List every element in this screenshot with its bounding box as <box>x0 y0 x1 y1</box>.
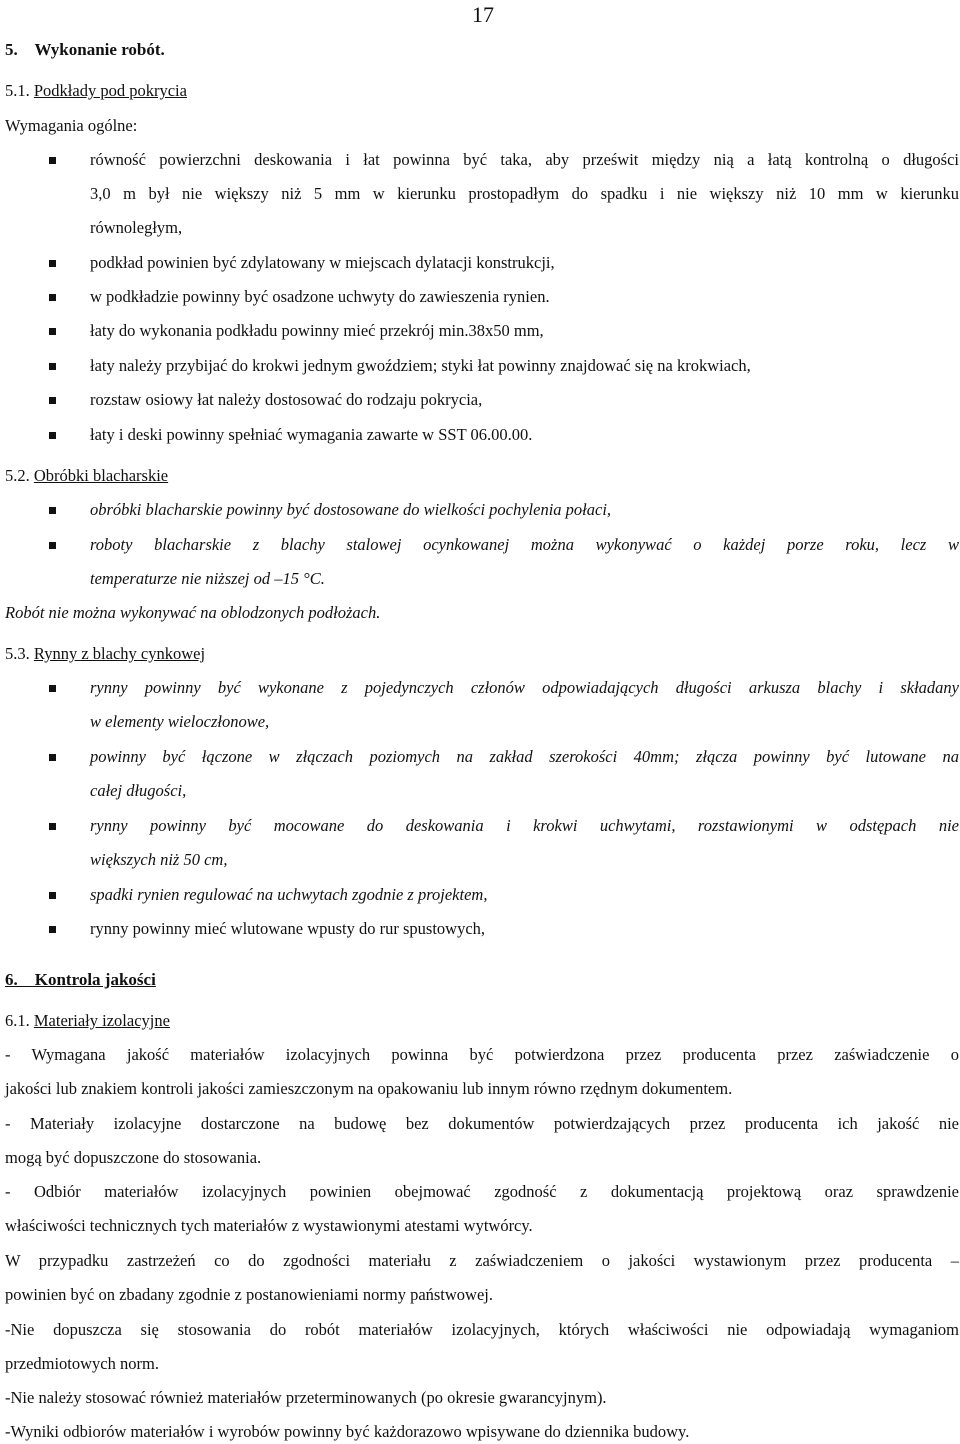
list-item-line: równoległym, <box>90 218 183 237</box>
section-5-2-note: Robót nie można wykonywać na oblodzonych podłożach. <box>5 603 381 622</box>
bullet-icon <box>49 328 56 335</box>
list-item-line: spadki rynien regulować na uchwytach zgodnie z projektem, <box>90 885 488 904</box>
section-title: Podkłady pod pokrycia <box>33 81 187 100</box>
section-title: Materiały izolacyjne <box>33 1011 170 1030</box>
list-item-line: łaty i deski powinny spełniać wymagania zawarte w SST 06.00.00. <box>90 425 533 444</box>
list-item-line: łaty należy przybijać do krokwi jednym gwoździem; styki łat powinny znajdować się na krokwiach, <box>90 356 751 375</box>
section-6-heading: 6. Kontrola jakości <box>5 970 156 989</box>
section-number: 5.1. <box>5 81 34 100</box>
list-item-line: w elementy wieloczłonowe, <box>90 712 270 731</box>
paragraph-line: - Wymagana jakość materiałów izolacyjnych powinna być potwierdzona przez producenta przez zaświadczenie o <box>5 1045 959 1064</box>
list-item-line: rynny powinny być wykonane z pojedynczych członów odpowiadających długości arkusza blachy i składany <box>90 678 959 697</box>
section-number: 6.1. <box>5 1011 34 1030</box>
list-item-line: podkład powinien być zdylatowany w miejscach dylatacji konstrukcji, <box>90 253 555 272</box>
paragraph-line: przedmiotowych norm. <box>5 1354 159 1373</box>
section-6-1-heading <box>5 1011 170 1031</box>
section-number: 5.3. <box>5 644 34 663</box>
list-item-line: w podkładzie powinny być osadzone uchwyty do zawieszenia rynien. <box>90 287 550 306</box>
paragraph-line: -Nie należy stosować również materiałów przeterminowanych (po okresie gwarancyjnym). <box>5 1388 607 1407</box>
bullet-icon <box>49 685 56 692</box>
bullet-icon <box>49 926 56 933</box>
list-item-line: roboty blacharskie z blachy stalowej ocynkowanej można wykonywać o każdej porze roku, lecz w <box>90 535 959 554</box>
bullet-icon <box>49 363 56 370</box>
list-item-line: temperaturze nie niższej od –15 °C. <box>90 569 325 588</box>
paragraph-line: W przypadku zastrzeżeń co do zgodności materiału z zaświadczeniem o jakości wystawionym przez producenta – <box>5 1251 959 1270</box>
bullet-icon <box>49 432 56 439</box>
section-5-1-heading <box>5 81 187 101</box>
bullet-icon <box>49 397 56 404</box>
bullet-icon <box>49 542 56 549</box>
list-item-line: łaty do wykonania podkładu powinny mieć przekrój min.38x50 mm, <box>90 321 544 340</box>
list-item-line: większych niż 50 cm, <box>90 850 228 869</box>
list-item-line: równość powierzchni deskowania i łat powinna być taka, aby prześwit między nią a łatą kontrolną o długości <box>90 150 959 169</box>
paragraph-line: właściwości technicznych tych materiałów z wystawionymi atestami wytwórcy. <box>5 1216 533 1235</box>
bullet-icon <box>49 157 56 164</box>
list-item-line: całej długości, <box>90 781 187 800</box>
list-item-line: rynny powinny mieć wlutowane wpusty do rur spustowych, <box>90 919 486 938</box>
section-5-heading: 5. Wykonanie robót. <box>5 40 165 59</box>
requirements-intro: Wymagania ogólne: <box>5 116 138 135</box>
paragraph-line: -Nie dopuszcza się stosowania do robót materiałów izolacyjnych, których właściwości nie odpowiadają wymaganiom <box>5 1320 959 1339</box>
bullet-icon <box>49 892 56 899</box>
page-number: 17 <box>472 2 494 27</box>
paragraph-line: jakości lub znakiem kontroli jakości zamieszczonym na opakowaniu lub innym równo rzędnym dokumentem. <box>5 1079 733 1098</box>
section-5-3-heading <box>5 644 205 664</box>
bullet-icon <box>49 507 56 514</box>
section-number: 5.2. <box>5 466 34 485</box>
list-item-line: obróbki blacharskie powinny być dostosowane do wielkości pochylenia połaci, <box>90 500 612 519</box>
bullet-icon <box>49 823 56 830</box>
section-title: Obróbki blacharskie <box>33 466 169 485</box>
paragraph-line: - Odbiór materiałów izolacyjnych powinien obejmować zgodność z dokumentacją projektową oraz sprawdzenie <box>5 1182 959 1201</box>
list-item-line: rynny powinny być mocowane do deskowania i krokwi uchwytami, rozstawionymi w odstępach nie <box>90 816 959 835</box>
bullet-icon <box>49 294 56 301</box>
list-item-line: powinny być łączone w złączach poziomych na zakład szerokości 40mm; złącza powinny być lutowane na <box>90 747 959 766</box>
section-5-2-heading <box>5 466 168 486</box>
list-item-line: 3,0 m był nie większy niż 5 mm w kierunku prostopadłym do spadku i nie większy niż 10 mm w kierunku <box>90 184 959 203</box>
section-title: Rynny z blachy cynkowej <box>33 644 206 663</box>
list-item-line: rozstaw osiowy łat należy dostosować do rodzaju pokrycia, <box>90 390 483 409</box>
paragraph-line: mogą być dopuszczone do stosowania. <box>5 1148 262 1167</box>
paragraph-line: powinien być on zbadany zgodnie z postanowieniami normy państwowej. <box>5 1285 494 1304</box>
bullet-icon <box>49 260 56 267</box>
bullet-icon <box>49 754 56 761</box>
paragraph-line: - Materiały izolacyjne dostarczone na budowę bez dokumentów potwierdzających przez producenta ich jakość nie <box>5 1114 959 1133</box>
paragraph-line: -Wyniki odbiorów materiałów i wyrobów powinny być każdorazowo wpisywane do dziennika budowy. <box>5 1422 690 1441</box>
